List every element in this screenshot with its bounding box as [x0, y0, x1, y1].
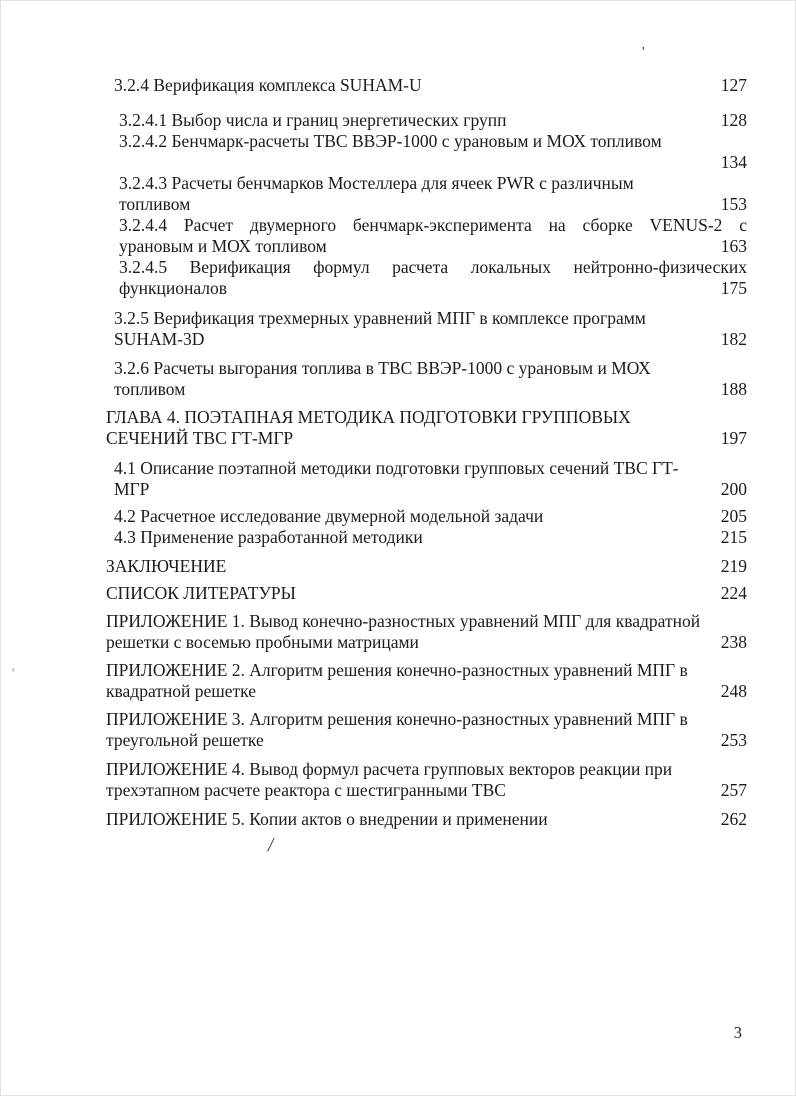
toc-entry-text: МГР	[114, 479, 150, 499]
toc-page-number: 238	[720, 632, 747, 652]
toc-line	[119, 194, 747, 215]
toc-line	[106, 709, 747, 730]
toc-page-number: 200	[720, 479, 747, 499]
toc-entry-4-1	[106, 458, 747, 500]
toc-entry-text: ЗАКЛЮЧЕНИЕ	[106, 556, 227, 576]
scan-slash-mark: /	[266, 834, 276, 856]
toc-line	[106, 556, 747, 577]
toc-entry-chapter-4	[106, 407, 747, 449]
toc-line	[119, 110, 747, 131]
toc-entry-text: СЕЧЕНИЙ ТВС ГТ-МГР	[106, 428, 294, 448]
toc-line	[114, 527, 747, 548]
toc-line	[114, 379, 747, 400]
toc-entry-text: функционалов	[119, 278, 228, 298]
toc-line	[106, 428, 747, 449]
toc-entry-text: ПРИЛОЖЕНИЕ 1. Вывод конечно-разностных уравнений МПГ для квадратной	[106, 611, 701, 631]
toc-entry-3-2-4-4	[106, 215, 747, 257]
toc-entry-3-2-6	[106, 358, 747, 400]
toc-page-number: 224	[720, 583, 747, 603]
toc-page-number: 163	[720, 236, 747, 256]
toc-line	[119, 278, 747, 299]
toc-entry-text: 3.2.4.3 Расчеты бенчмарков Мостеллера для ячеек PWR с различным	[119, 173, 634, 193]
toc-entry-4-3	[106, 527, 747, 548]
toc-entry-4-2	[106, 506, 747, 527]
toc-entry-text: 3.2.4.4 Расчет двумерного бенчмарк-эксперимента на сборке VENUS-2 с	[119, 215, 747, 235]
toc-entry-text: квадратной решетке	[106, 681, 257, 701]
toc-line	[114, 358, 747, 379]
toc-line	[114, 308, 747, 329]
toc-entry-3-2-4-3	[106, 173, 747, 215]
toc-entry-appendix-2	[106, 660, 747, 702]
toc-page-number: 215	[720, 527, 747, 547]
toc-page-number: 219	[720, 556, 747, 576]
toc-entry-3-2-5	[106, 308, 747, 350]
toc-line	[114, 329, 747, 350]
toc-entry-text: ГЛАВА 4. ПОЭТАПНАЯ МЕТОДИКА ПОДГОТОВКИ ГРУППОВЫХ	[106, 407, 631, 427]
toc-line	[119, 173, 747, 194]
toc-line	[106, 730, 747, 751]
toc-line	[106, 759, 747, 780]
toc-page-number: 182	[720, 329, 747, 349]
scan-speck-left-margin: '	[12, 665, 15, 680]
toc-entry-text: ПРИЛОЖЕНИЕ 2. Алгоритм решения конечно-разностных уравнений МПГ в	[106, 660, 688, 680]
toc-page-number: 248	[720, 681, 747, 701]
toc-page-number: 257	[720, 780, 747, 800]
toc-entry-text: топливом	[119, 194, 191, 214]
toc-page-number: 153	[720, 194, 747, 214]
toc-line	[106, 660, 747, 681]
toc-entry-appendix-1	[106, 611, 747, 653]
toc-line	[119, 152, 747, 173]
toc-line	[114, 75, 747, 96]
toc-entry-text: СПИСОК ЛИТЕРАТУРЫ	[106, 583, 296, 603]
toc-entry-text: SUHAM-3D	[114, 329, 205, 349]
toc-entry-text: 3.2.4 Верификация комплекса SUHAM-U	[114, 75, 422, 95]
toc-entry-text: 3.2.4.1 Выбор числа и границ энергетических групп	[119, 110, 507, 130]
toc-entry-text: 4.2 Расчетное исследование двумерной модельной задачи	[114, 506, 544, 526]
toc-entry-appendix-5	[106, 809, 747, 830]
toc-entry-text: 3.2.4.5 Верификация формул расчета локальных нейтронно-физических	[119, 257, 747, 277]
toc-entry-appendix-4	[106, 759, 747, 801]
toc-entry-text: 3.2.5 Верификация трехмерных уравнений МПГ в комплексе программ	[114, 308, 646, 328]
toc-line	[106, 681, 747, 702]
toc-entry-3-2-4-5	[106, 257, 747, 299]
toc-line	[106, 611, 747, 632]
toc-entry-text: треугольной решетке	[106, 730, 264, 750]
toc-page-number: 197	[720, 428, 747, 448]
toc-entry-references	[106, 583, 747, 604]
toc-entry-conclusion	[106, 556, 747, 577]
toc-line	[114, 479, 747, 500]
toc-page-number: 253	[720, 730, 747, 750]
toc-line	[106, 780, 747, 801]
folio-page-number: 3	[733, 1023, 742, 1042]
toc-page-number: 134	[720, 152, 747, 172]
toc-line	[106, 809, 747, 830]
toc-entry-text: ПРИЛОЖЕНИЕ 3. Алгоритм решения конечно-разностных уравнений МПГ в	[106, 709, 688, 729]
toc-page-number: 188	[720, 379, 747, 399]
toc-page-number: 205	[720, 506, 747, 526]
toc-line	[119, 236, 747, 257]
table-of-contents	[106, 75, 747, 830]
toc-entry-text: топливом	[114, 379, 186, 399]
toc-page-number: 175	[720, 278, 747, 298]
toc-line	[114, 506, 747, 527]
toc-entry-text: решетки с восемью пробными матрицами	[106, 632, 419, 652]
scan-speck-top-right: '	[642, 45, 645, 60]
toc-page-number: 127	[720, 75, 747, 95]
toc-entry-text: 3.2.6 Расчеты выгорания топлива в ТВС ВВЭР-1000 с урановым и МОХ	[114, 358, 651, 378]
toc-line	[106, 583, 747, 604]
toc-line	[119, 215, 747, 236]
toc-entry-text: урановым и МОХ топливом	[119, 236, 327, 256]
toc-line	[106, 632, 747, 653]
toc-entry-3-2-4-1	[106, 110, 747, 131]
toc-entry-text: ПРИЛОЖЕНИЕ 4. Вывод формул расчета групповых векторов реакции при	[106, 759, 673, 779]
toc-page-number: 128	[720, 110, 747, 130]
toc-line	[106, 407, 747, 428]
toc-entry-3-2-4-2	[106, 131, 747, 173]
toc-entry-text: ПРИЛОЖЕНИЕ 5. Копии актов о внедрении и применении	[106, 809, 548, 829]
toc-entry-3-2-4	[106, 75, 747, 96]
toc-entry-text: 4.1 Описание поэтапной методики подготовки групповых сечений ТВС ГТ-	[114, 458, 679, 478]
toc-line	[114, 458, 747, 479]
toc-line	[119, 131, 747, 152]
toc-entry-text: трехэтапном расчете реактора с шестигранными ТВС	[106, 780, 506, 800]
toc-line	[119, 257, 747, 278]
toc-entry-appendix-3	[106, 709, 747, 751]
toc-entry-text: 3.2.4.2 Бенчмарк-расчеты ТВС ВВЭР-1000 с урановым и МОХ топливом	[119, 131, 662, 151]
toc-page-number: 262	[720, 809, 747, 829]
toc-entry-text: 4.3 Применение разработанной методики	[114, 527, 423, 547]
